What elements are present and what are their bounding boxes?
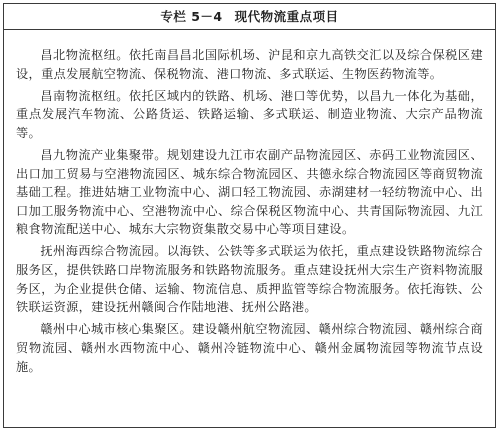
paragraph-changbei-hub: 昌北物流枢纽。依托南昌昌北国际机场、沪昆和京九高铁交汇以及综合保税区建设，重点发展航空物流、保税物流、港口物流、多式联运、生物医药物流等。	[16, 48, 483, 81]
paragraph-ganzhou-core: 赣州中心城市核心集聚区。建设赣州航空物流园、赣州综合物流园、赣州综合商贸物流园、赣州水西物流中心、赣州冷链物流中心、赣州金属物流园等物流节点设施。	[16, 322, 483, 374]
paragraph-changjiu-belt: 昌九物流产业集聚带。规划建设九江市农副产品物流园区、赤码工业物流园区、出口加工贸易与空港物流园区、城东综合物流园区、共德永综合物流园区等商贸物流基础工程。推进姑塘工业物流中心、湖口轻工物流园、赤湖建材一轻纺物流中心、出口加工服务物流中心、空港物流中心、综合保税区物流中心、共青国际物流园、九江粮食物流配送中心、城东大宗物资集散交易中心等项目建设。	[16, 147, 483, 237]
box-content	[4, 30, 495, 376]
box-title-text: 现代物流重点项目	[234, 9, 339, 24]
paragraph-fuzhou-haixi: 抚州海西综合物流园。以海铁、公铁等多式联运为依托，重点建设铁路物流综合服务区，提供铁路口岸物流服务和铁路物流服务。重点建设抚州大宗生产资料物流服务区，为企业提供仓储、运输、物流信息、质押监管等综合物流服务。依托海铁、公铁联运资源，建设抚州赣闽合作陆地港、抚州公路港。	[16, 244, 483, 315]
box-title-number: 专栏 5－4	[160, 9, 223, 24]
paragraph-changnan-hub: 昌南物流枢纽。依托区域内的铁路、机场、港口等优势，以昌九一体化为基础，重点发展汽车物流、公路货运、铁路运输、多式联运、制造业物流、大宗产品物流等。	[16, 88, 483, 140]
column-box	[3, 3, 496, 428]
box-title	[4, 4, 495, 30]
